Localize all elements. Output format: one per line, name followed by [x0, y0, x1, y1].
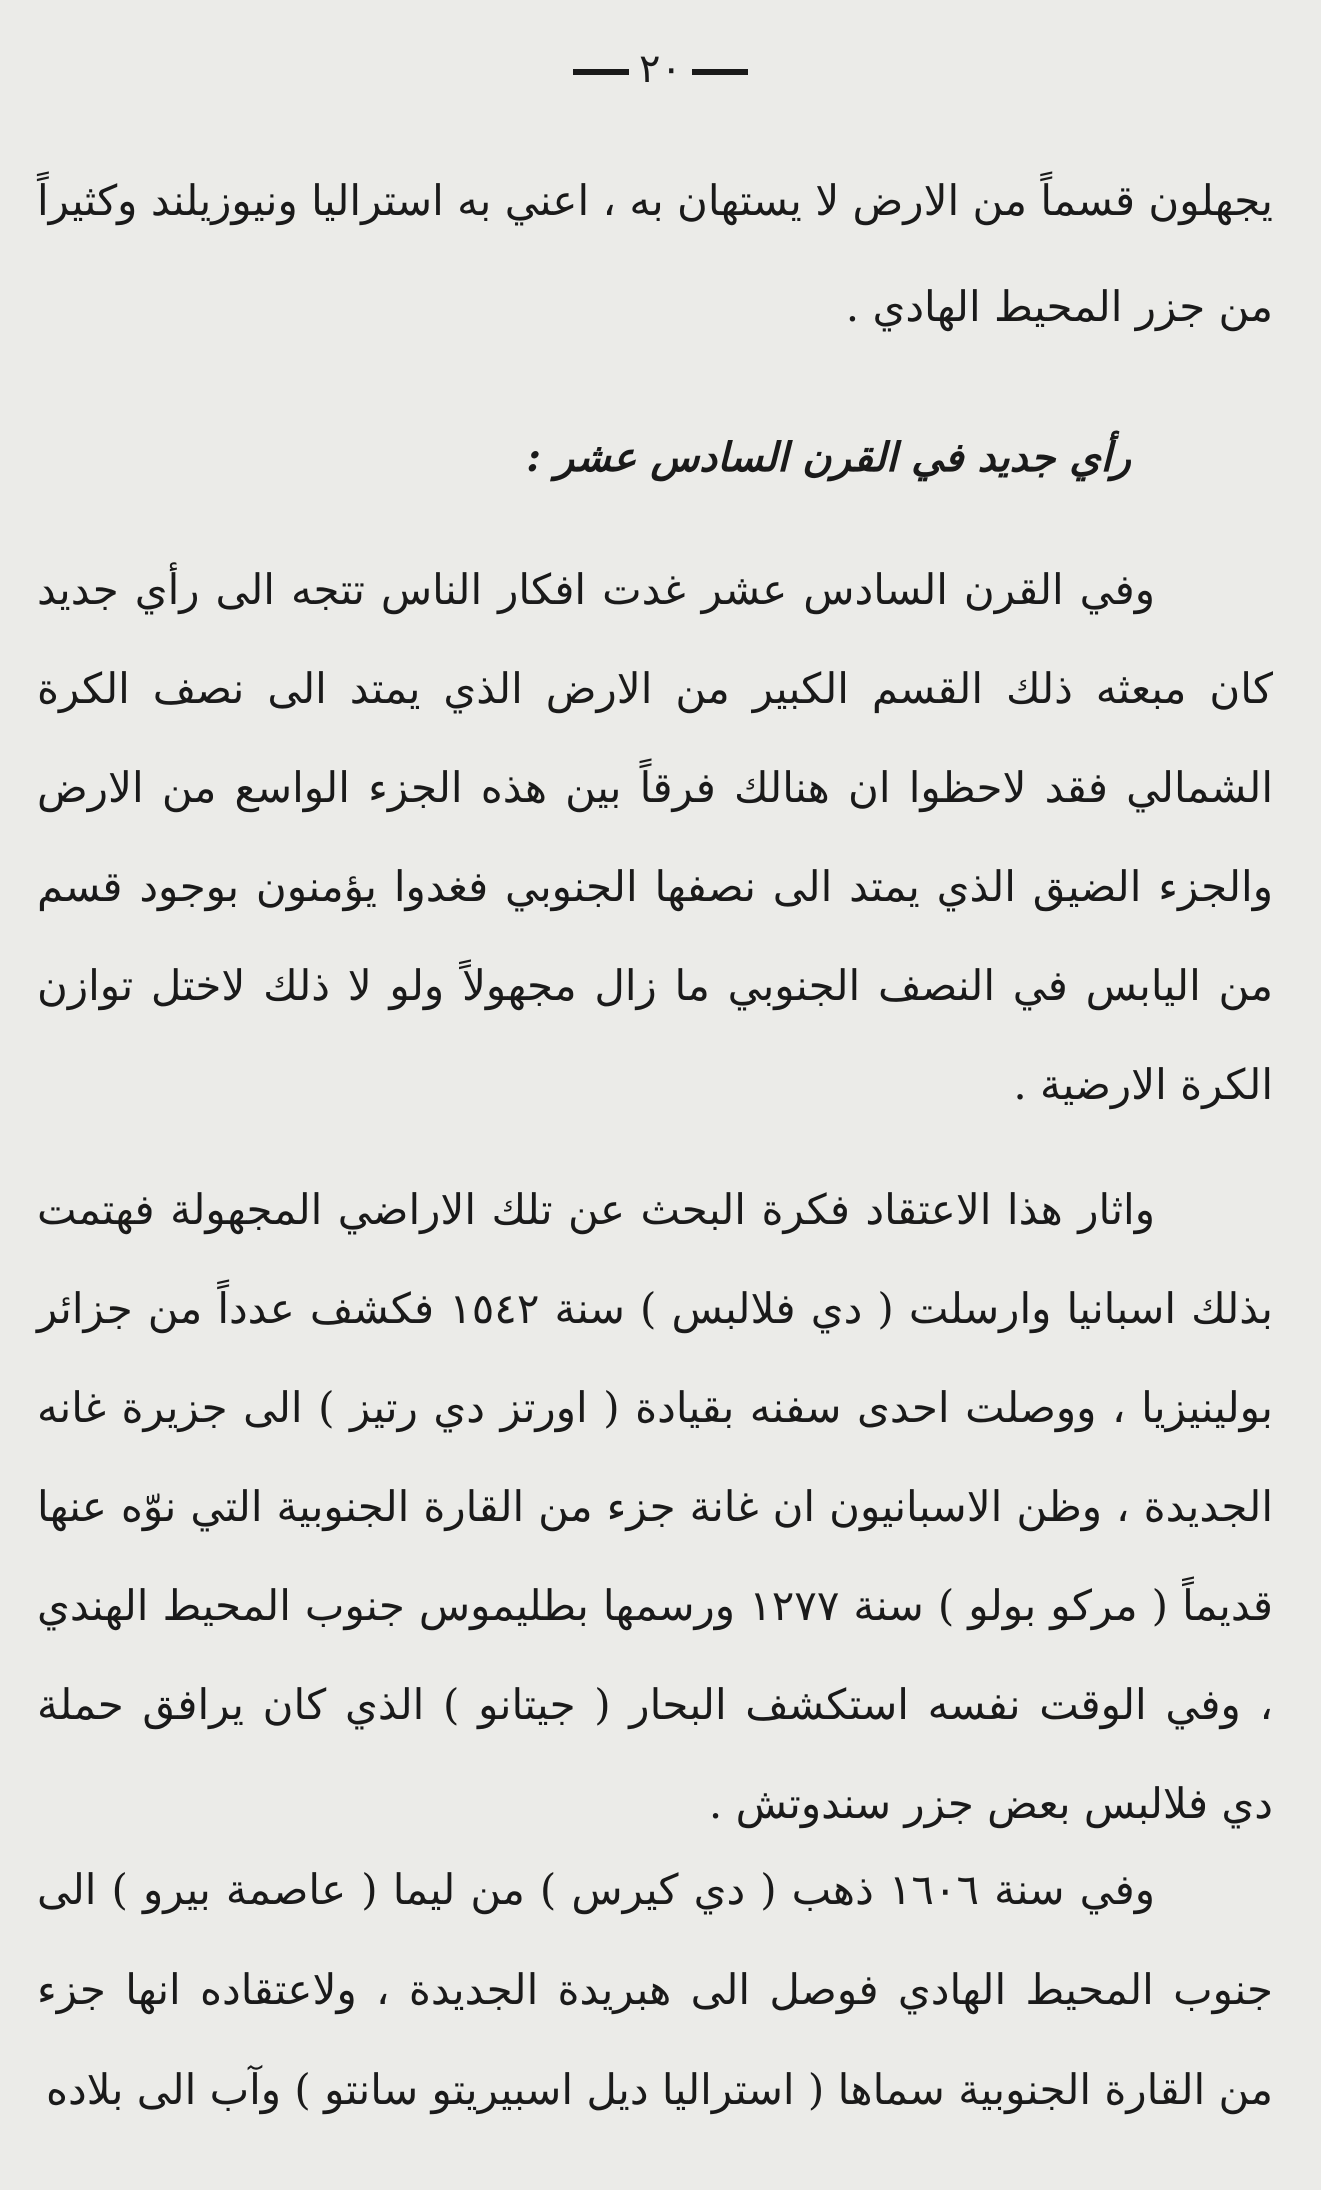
- header-dash-left: [573, 69, 629, 75]
- paragraph-4: وفي سنة ١٦٠٦ ذهب ( دي كيرس ) من ليما ( عاصمة بيرو ) الى جنوب المحيط الهادي فوصل الى هبريدة الجديدة ، ولاعتقاده انها جزء من القارة الجنوبية سماها ( استراليا ديل اسبيريتو سانتو ) وآب الى بلاده: [37, 1865, 1273, 2114]
- paragraph-3: واثار هذا الاعتقاد فكرة البحث عن تلك الاراضي المجهولة فهتمت بذلك اسبانيا وارسلت ( دي فلالبس ) سنة ١٥٤٢ فكشف عدداً من جزائر بولينيزيا ، ووصلت احدى سفنه بقيادة ( اورتز دي رتيز ) الى جزيرة غانه الجديدة ، وظن الاسبانيون ان غانة جزء من القارة الجنوبية التي نوّه عنها قديماً ( مركو بولو ) سنة ١٢٧٧ ورسمها بطليموس جنوب المحيط الهندي ، وفي الوقت نفسه استكشف البحار ( جيتانو ) الذي كان يرافق حملة دي فلالبس بعض جزر سندوتش .: [37, 1185, 1273, 1828]
- page-header: [0, 44, 1321, 94]
- paragraph-2: وفي القرن السادس عشر غدت افكار الناس تتجه الى رأي جديد كان مبعثه ذلك القسم الكبير من الارض الذي يمتد الى نصف الكرة الشمالي فقد لاحظوا ان هنالك فرقاً بين هذه الجزء الواسع من الارض والجزء الضيق الذي يمتد الى نصفها الجنوبي فغدوا يؤمنون بوجود قسم من اليابس في النصف الجنوبي ما زال مجهولاً ولو لا ذلك لاختل توازن الكرة الارضية .: [37, 565, 1274, 1109]
- paragraph-1: يجهلون قسماً من الارض لا يستهان به ، اعني به استراليا ونيوزيلند وكثيراً من جزر المحيط الهادي .: [37, 176, 1273, 331]
- header-dash-right: [692, 69, 748, 75]
- section-heading: رأي جديد في القرن السادس عشر :: [526, 434, 1131, 481]
- page-number: ٢٠: [639, 46, 682, 92]
